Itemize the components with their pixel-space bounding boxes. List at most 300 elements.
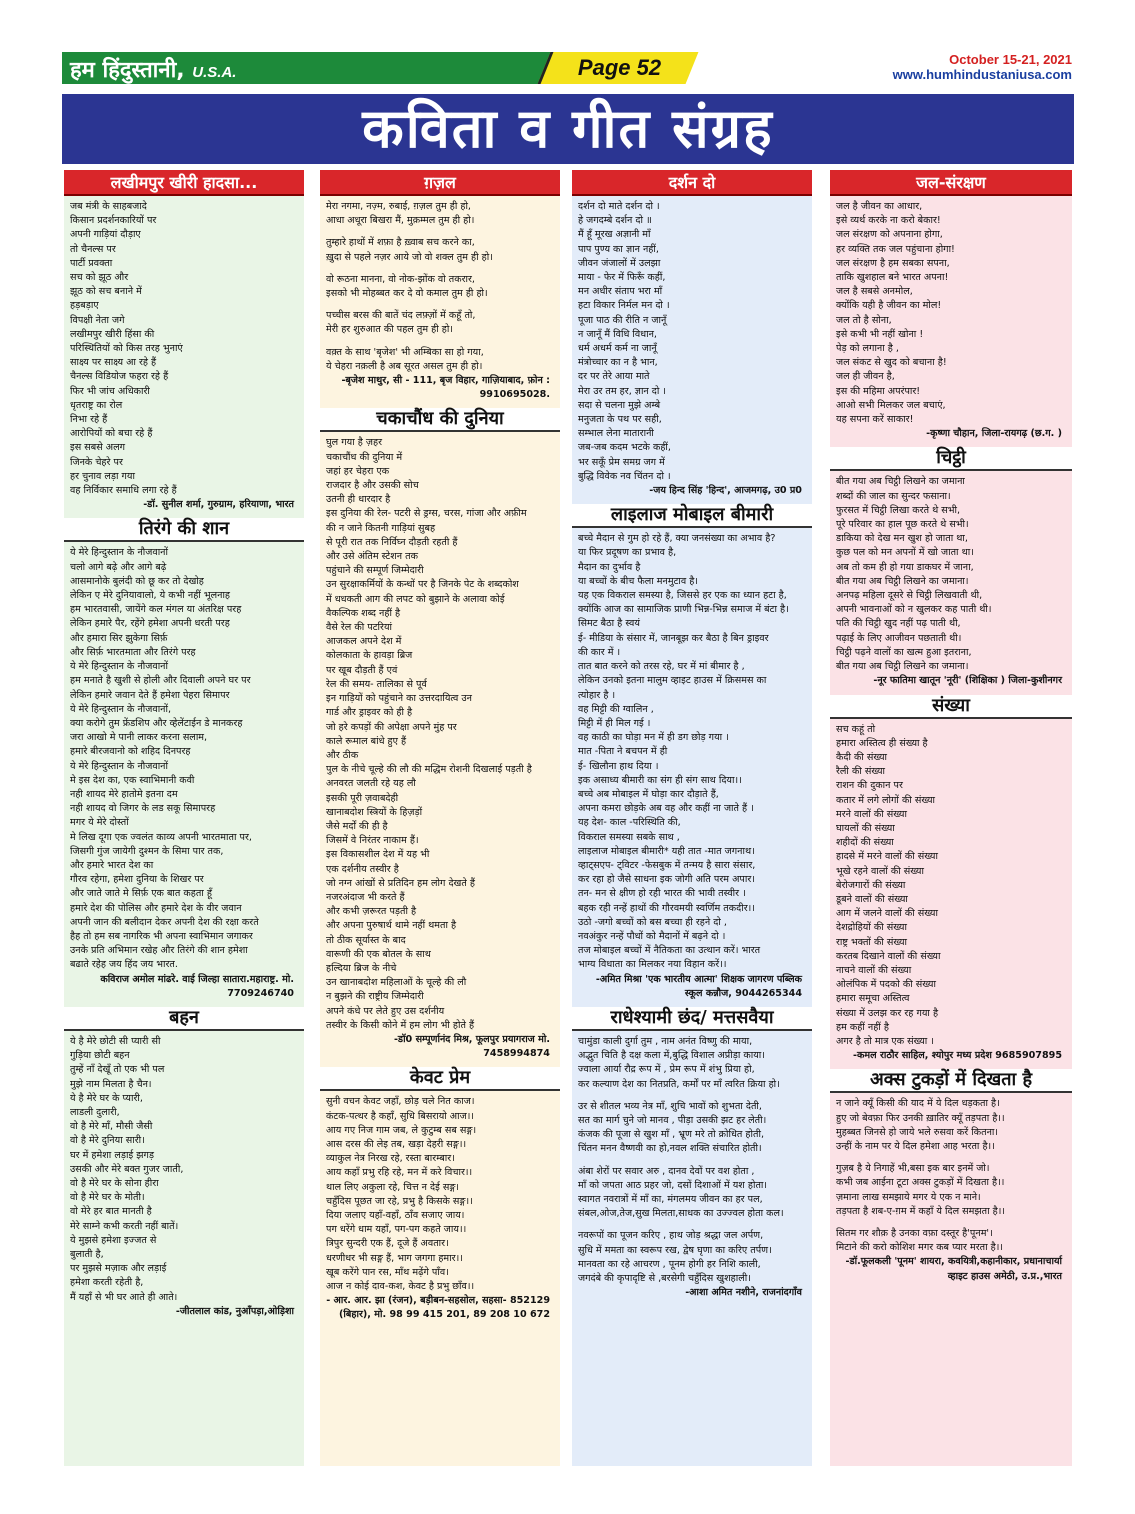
poem-line: बेरोजगारों की संख्या <box>836 879 906 891</box>
poem-line: डूबने वालों की संख्या <box>836 893 908 905</box>
poem-line: वो है मेरे घर के मोती। <box>70 1192 145 1204</box>
poem-line: नाचने वालों की संख्या <box>836 964 912 976</box>
poem-line: हम भारतवासी, जायेंगे कल मंगल या अंतरिक्ष परह <box>70 604 242 616</box>
poem-author: -अमित मिश्रा 'एक भारतीय आत्मा' शिक्षक जागरण पब्लिक स्कूल कन्नौज, 9044265344 <box>595 973 802 999</box>
poem-line: तस्वीर के किसी कोने में हम लोग भी होते हैं <box>326 1019 475 1031</box>
column-4 <box>830 170 1072 1466</box>
poem-line: अपनी भावनाओं को न खुलकर कह पाती थी। <box>836 604 992 616</box>
poem-line <box>578 1092 806 1100</box>
poem-line: आय कहाँ प्रभु रहि रहे, मन में करे विचार।। <box>326 1167 473 1179</box>
poem-title: लाइलाज मोबाइल बीमारी <box>572 504 812 528</box>
poem-line: लखीमपुर खीरी हिंसा की <box>70 328 155 340</box>
poem-line: कंजक की पूजा से खुश माँ , भ्रूण मरे तो क्रोधित होती, <box>578 1129 765 1141</box>
poem-line: कर कल्याण देश का नितप्रति, कर्मों पर माँ त्वरित क्रिया हो। <box>578 1078 780 1090</box>
poem-line: मेरा नगमा, नज़्म, रुबाई, ग़ज़ल तुम ही हो, <box>326 201 471 212</box>
poem-line: इन गाड़ियों को पहुंचाने का उत्तरदायित्व उन <box>326 693 472 705</box>
poem-line: ये है मेरे घर के प्यारी, <box>70 1092 143 1104</box>
poem-line: वो है मेरे दुनिया सारी। <box>70 1135 145 1147</box>
poem-line: घायलों की संख्या <box>836 822 895 834</box>
poem-line: नही शायद वो जिगर के लड सकू सिमापरह <box>70 803 216 815</box>
poem-title: ग़ज़ल <box>320 170 560 196</box>
poem-line: निभा रहे हैं <box>70 414 108 426</box>
poem-line: चिट्ठी पढ़ने वालों का खत्म हुआ इतराना, <box>836 646 972 658</box>
column-2 <box>320 170 560 1466</box>
poem-line: जहां हर चेहरा एक <box>326 465 390 477</box>
poem-line: चकाचौंध की दुनिया में <box>326 451 403 463</box>
poem-line: मुहब्बत जिनसे हो जाये भले रुसवा करें कितना। <box>836 1126 999 1138</box>
poem-line: दिया जलाए यहाँ-वहाँ, ठाँव सजाए जाय। <box>326 1210 465 1221</box>
poem-line: विकराल समस्या सबके साथ , <box>578 831 680 843</box>
poem-line: हमारा समूचा अस्तित्व <box>836 993 910 1005</box>
poem-line: फुरसत में चिट्ठी लिखा करते थे सभी, <box>836 504 961 516</box>
poem-line <box>326 228 554 236</box>
poem-line: चहुँदिस पूछत जा रहे, प्रभु है किसके सङ्ग।। <box>326 1195 473 1207</box>
poem-title: तिरंगे की शान <box>64 518 304 542</box>
poem-line: पर खूब दौड़ती हैं एवं <box>326 664 398 676</box>
poem-line: आजकल अपने देश में <box>326 636 402 648</box>
poem-author: - आर. आर. झा (रंजन), बड़ीबन-सहसोल, सहसा- 852129 (बिहार), मो. 98 99 415 201, 89 208 10 672 <box>326 1295 550 1321</box>
poem-line: गार्ड और ड्राइवर को ही है <box>326 707 413 719</box>
poem-line: मन अधीर संताप भरा माँ <box>578 286 663 298</box>
column-1 <box>64 170 304 1466</box>
poem-line: पहुंचाने की सम्पूर्ण जिम्मेदारी <box>326 565 424 577</box>
column-3 <box>572 170 812 1466</box>
poem-line: क्योंकि यही है जीवन का मोल! <box>836 300 942 312</box>
poem-line: आग में जलने वालों की संख्या <box>836 908 938 920</box>
poem-line: उन खानाबदोश महिलाओं के चूल्हे की लौ <box>326 977 467 989</box>
poem-line: बीत गया अब चिट्ठी लिखने का जमाना <box>836 476 965 488</box>
poem-author: -डॉ.फूलकली 'पूनम' शायरा, कवयित्री,कहानीकार, प्रधानाचार्या व्हाइट हाउस अमेठी, उ.प्र.,भारत <box>845 1256 1062 1282</box>
masthead <box>62 52 562 84</box>
poem-line: मरने वालों की संख्या <box>836 808 907 820</box>
poem-line: पच्चीस बरस की बातें चंद लफ़्ज़ों में कहूँ तो, <box>326 310 476 322</box>
poem-line: आस दरस की लेइ तब, खड़ा देहरी सङ्ग।। <box>326 1138 467 1150</box>
poem-line: जब मंत्री के साहबजादे <box>70 201 147 212</box>
poem-line: और ठीक <box>326 749 359 761</box>
poem-author: -नूर फातिमा खातून 'नूरी' (शिक्षिका ) जिला-कुशीनगर <box>873 675 1062 687</box>
poem-line: थाल लिए अकुला रहे, चित्त न देई सङ्ग। <box>326 1181 460 1193</box>
poem-line: चलो आगे बढ़े और आगे बढ़े <box>70 561 167 573</box>
poem-line: मेरे साम्ने कभी करती नहीं बातें। <box>70 1220 179 1232</box>
poem-line: जल संरक्षण है हम सबका सपना, <box>836 257 950 269</box>
poem-line: अब तो कम ही हो गया डाकघर में जाना, <box>836 561 974 573</box>
poem-line: सदा से चलना मुझे अम्बे <box>578 399 661 411</box>
poem-line: झूठ को सच बनाने में <box>70 286 142 298</box>
poem-line: गुड़िया छोटी बहन <box>70 1050 130 1062</box>
page-number: Page 52 <box>577 55 662 80</box>
poem-body <box>572 1031 812 1304</box>
poem-line: ओलंपिक में पदको की संख्या <box>836 979 936 991</box>
poem-line: धर्म अधर्म कर्म ना जानूँ <box>578 343 657 355</box>
poem-line: तन- मन से क्षीण हो रही भारत की भावी तस्वीर । <box>578 888 746 900</box>
poem-line: न बुझने की राष्ट्रीय जिम्मेदारी <box>326 991 424 1003</box>
poem-line: हमेशा करती रहेती है, <box>70 1277 144 1289</box>
poem-line: चैनल्स विडियोज फहरा रहे हैं <box>70 371 169 383</box>
poem-line: किसान प्रदर्शनकारियों पर <box>70 215 157 227</box>
poem-line: जब-जब कदम भटके कहीं, <box>578 442 671 454</box>
poem-line: और हमारा सिर झुकेगा सिर्फ़ <box>70 632 168 644</box>
poem-line: हमारे देश की पोलिस और हमारे देश के वीर जवान <box>70 902 242 914</box>
poem-line: घर में हमेशा लड़ाई झगड़ <box>70 1149 154 1161</box>
poem-line: कैदी की संख्या <box>836 751 888 763</box>
poem-line: हर व्यक्ति तक जल पहुंचाना होगा! <box>836 243 955 255</box>
poem-line: तुम्हारे हाथों में शफ़ा है ख़्वाब सच करने का, <box>326 237 475 249</box>
poem-line: खानाबदोश स्त्रियों के हिज़ड़ों <box>326 806 423 818</box>
poem-line: इक असाध्य बीमारी का संग ही संग साथ दिया।। <box>578 774 742 786</box>
poem-line: तो चैनल्स पर <box>70 243 116 255</box>
poem-line: ई- मीडिया के संसार में, जानबूझ कर बैठा है बिन ड्राइवर <box>578 632 769 644</box>
poem-line: करतब दिखाने वालों की संख्या <box>836 950 941 962</box>
poem-line: हड़बड़ाए <box>70 300 99 312</box>
poem-line: आसमानोके बुलंदी को छू कर तो देखोह <box>70 575 204 587</box>
poem-line: या बच्चों के बीच फैला मनमुटाव है। <box>578 575 699 587</box>
poem-line: लेकिन हमारे पैर, रहेंगे हमेशा अपनी धरती परह <box>70 618 230 630</box>
page-number-badge <box>538 52 699 84</box>
poem-line <box>836 1219 1066 1227</box>
poem-line: सुनी वचन केवट जहाँ, छोड़ चले नित काज। <box>326 1096 475 1108</box>
poem-line: सम्भाल लेना मातारानी <box>578 428 654 440</box>
poem-line: अनपढ़ महिला दूसरे से चिट्ठी लिखवाती थी, <box>836 590 983 602</box>
poem-line: पूरे परिवार का हाल पूछ करते थे सभी। <box>836 519 969 531</box>
poem-line: बढाते रहेह जय हिंद जय भारत. <box>70 959 178 971</box>
masthead-usa: U.S.A. <box>192 64 237 81</box>
poem-title: बहन <box>64 1007 304 1031</box>
poem-line: जगदंबे की कृपादृष्टि से ,बरसेगी चहुँदिस खुशहाली। <box>578 1273 751 1285</box>
poem-line: जल तो है सोना, <box>836 314 892 326</box>
poem-line: जो हरे कपड़ों की अपेक्षा अपने मुंह पर <box>326 721 457 733</box>
poem-line: हे जगदम्बे दर्शन दो ॥ <box>578 215 652 227</box>
poem-line: पग धरेंगे धाम यहाँ, पग-पग कहते जाय।। <box>326 1224 467 1236</box>
poem-line: लेकिन हमारे जवान देते हैं हमेशा पेहरा सिमापर <box>70 689 230 701</box>
poem-line: जीवन जंजालों में उलझा <box>578 257 661 269</box>
poem-body <box>320 432 560 1065</box>
issue-date: October 15-21, 2021 <box>949 52 1072 67</box>
poem-body <box>830 1093 1072 1287</box>
poem-body <box>572 196 812 502</box>
poem-author: -डॉ. सुनील शर्मा, गुरुग्राम, हरियाणा, भारत <box>143 499 294 511</box>
poem-line: नजरअंदाज भी करते हैं <box>326 891 405 903</box>
poem-line: अपनी जान की बलीदान देकर अपनी देश की रक्षा करते <box>70 916 259 928</box>
poem-line: जल ही जीवन है, <box>836 371 895 383</box>
poem-line: अंबा शेरों पर सवार अरु , दानव देवों पर वश होता , <box>578 1165 755 1177</box>
poem-line: वैकल्पिक शब्द नहीं है <box>326 607 401 619</box>
poem-line: माँ को जपता आठ प्रहर जो, दसों दिशाओं में यश होता। <box>578 1179 768 1191</box>
poem-line: त्रिपुर सुन्दरी एक हैं, दूजे हैं अवतार। <box>326 1238 449 1250</box>
poem-line: इसे व्यर्थ करके ना करो बेकार! <box>836 215 941 227</box>
poem-line: गुज़ब है ये निगाहें भी,बसा इक बार इनमें जो। <box>836 1163 990 1175</box>
poem-line: इसकी पूरी ज़वाबदेही <box>326 792 399 804</box>
poem-line: और सिर्फ़ भारतमाता और तिरंगे परह <box>70 646 196 658</box>
poem-author: -जीतलाल कांड, नुआँपड़ा,ओड़िशा <box>175 1305 294 1317</box>
poem-line: अनवरत जलती रहे यह लौ <box>326 778 416 790</box>
poem-line: और अपना पुरुषार्थ थामे नहीं थमता है <box>326 920 457 932</box>
poem-line: मिट्टी में ही मिल गई । <box>578 717 651 729</box>
poem-line: जो नग्न आंखों से प्रतिदिन हम लोग देखते हैं <box>326 877 476 889</box>
poem-line: उनके प्रति अभिमान रखेह और तिरंगे की शान हमेशा <box>70 945 248 957</box>
poem-line: राजदार है और उसकी सोच <box>326 480 419 492</box>
website-url[interactable]: www.humhindustaniusa.com <box>892 67 1072 82</box>
poem-line: पति की चिट्ठी खुद नहीं पढ़ पाती थी, <box>836 618 961 630</box>
poem-line: परिस्थितियों को किस तरह भुनाएं <box>70 343 183 355</box>
poem-line: जल संकट से खुद को बचाना है! <box>836 357 947 369</box>
top-bar <box>62 52 1072 84</box>
poem-line: तात बात करने को तरस रहे, घर में मां बीमार है , <box>578 661 745 673</box>
poem-line: इस विकासशील देश में यह भी <box>326 849 430 861</box>
poem-line: इसे कभी भी नहीं खोना ! <box>836 328 924 340</box>
poem-title: अक्स टुकड़ों में दिखता है <box>830 1069 1072 1093</box>
poem-line: तड़पता है शब-ए-ग़म में कहाँ ये दिल समझता है।। <box>836 1205 1005 1217</box>
poem-line: ज्वाला आर्या रौद्र रूप में , प्रेम रूप में शंभु प्रिया हो, <box>578 1064 755 1076</box>
poem-line: पूजा पाठ की रीति न जानूँ <box>578 314 667 326</box>
poem-line: में धधकती आग की लपट को बुझाने के अलावा कोई <box>326 593 505 605</box>
poem-line: ताकि खुशहाल बने भारत अपना! <box>836 272 949 284</box>
poem-line: हुए जो बेवफ़ा फिर उनकी ख़ातिर क्यूँ तड़पता है।। <box>836 1112 1005 1124</box>
poem-line: यह सपना करें साकार! <box>836 414 914 426</box>
poem-line: और हमारे भारत देश का <box>70 859 154 871</box>
poem-line: रैली की संख्या <box>836 766 886 778</box>
poem-line: ख़ुदा से पहले नज़र आये जो वो शक्ल तुम ही हो। <box>326 251 493 263</box>
poem-line: सिमट बैठा है स्वयं <box>578 618 640 630</box>
poem-line: भूखे रहने वालों की संख्या <box>836 865 924 877</box>
poem-line: कतार में लगे लोगों की संख्या <box>836 794 936 806</box>
poem-line: धरणीधर भी सङ्ग हैं, भाग जगगा हमार।। <box>326 1252 463 1264</box>
poem-line: विपक्षी नेता जगे <box>70 314 125 326</box>
poem-line: नवरूपों का पूजन करिए , हाथ जोड़ श्रद्धा जल अर्पण, <box>578 1230 764 1242</box>
poem-line: मनुजता के पथ पर सही, <box>578 414 662 426</box>
poem-line <box>326 338 554 346</box>
poem-line: राष्ट्र भक्तों की संख्या <box>836 936 907 948</box>
poem-line: मात -पिता ने बचपन में ही <box>578 746 668 758</box>
poem-line: माया - फेर में फिरूँ कहीं, <box>578 272 666 284</box>
poem-line: जरा आखो मे पानी लाकर करना सलाम, <box>70 732 208 744</box>
poem-line: उठो -जगो बच्चों को बस बच्चा ही रहने दो , <box>578 916 727 928</box>
poem-line: उन सुरक्षाकर्मियों के कन्धों पर है जिनके पेट के शब्दकोश <box>326 579 519 591</box>
poem-line: दर्शन दो माते दर्शन दो । <box>578 201 660 212</box>
poem-title: लखीमपुर खीरी हादसा... <box>64 170 304 196</box>
poem-line: की कार में । <box>578 646 621 658</box>
poem-line <box>578 1157 806 1165</box>
poem-line: पार्टी प्रवक्ता <box>70 257 113 269</box>
poem-line: से पूरी रात तक निर्विघ्न दौड़ती रहती हैं <box>326 536 458 548</box>
masthead-name: हम हिंदुस्तानी, <box>70 58 185 83</box>
poem-line: बच्चे मैदान से गुम हो रहे हैं, क्या जनसंख्या का अभाव है? <box>578 533 776 545</box>
poem-line: एक दर्शनीय तस्वीर है <box>326 863 399 875</box>
poem-title: जल-संरक्षण <box>830 170 1072 196</box>
poem-line: ज़माना लाख समझाये मगर ये एक न माने। <box>836 1191 981 1203</box>
poem-author: कविराज अमोल मांढरे. वाई जिल्हा सातारा.महाराष्ट्र. मो. 7709246740 <box>100 973 294 999</box>
poem-line: तुम्हें नाँ देखूँ तो एक भी पल <box>70 1064 165 1076</box>
poem-line: पेड़ को लगाना है , <box>836 343 899 355</box>
poem-line: ये मेरे हिन्दुस्तान के नौजवानों <box>70 661 168 673</box>
poem-line: व्हाट्सएप- ट्विटर -फेसबुक में तन्मय है सारा संसार, <box>578 859 756 871</box>
poem-line: साक्ष्य पर साक्ष्य आ रहे हैं <box>70 357 157 369</box>
poem-line: नवअंकुर नन्हें पौधों को मैदानों में बढ़ने दो । <box>578 930 726 942</box>
poem-line: आरोपियों को बचा रहे हैं <box>70 428 153 440</box>
poem-author: -जय हिन्द सिंह 'हिन्द', आजमगढ़, उ0 प्र0 <box>649 485 802 497</box>
poem-line: मैं यहाँ से भी घर आते ही आते। <box>70 1291 178 1303</box>
poem-line: संबल,ओज,तेज,सुख मिलता,साधक का उज्ज्वल होता कल। <box>578 1208 784 1220</box>
poem-line: और उसे अंतिम स्टेशन तक <box>326 551 418 563</box>
poem-line: इस की महिमा अपरंपार! <box>836 385 921 397</box>
poem-line: अपने कंधे पर लेते हुए उस दर्शनीय <box>326 1005 445 1017</box>
poem-line: जल संरक्षण को अपनाना होगा, <box>836 229 943 241</box>
poem-line: न जाने क्यूँ किसी की याद में ये दिल धड़कता है। <box>836 1098 1000 1110</box>
poem-line: घुल गया है ज़हर <box>326 437 383 449</box>
poem-line: अद्भुत चिति है दक्ष कला में,बुद्धि विशाल अप्रीड़ा काया। <box>578 1050 765 1062</box>
poem-line: चिंतन मनन वैष्णवी का हो,नवल शक्ति संचारित होती। <box>578 1143 762 1155</box>
poem-line: काले रूमाल बांधे हुए हैं <box>326 735 407 747</box>
poem-line: जिसगी गुंज जायेगी दुश्मन के सिमा पार तक, <box>70 845 224 857</box>
poem-line: आय गए निज गाम जब, ले कुटुम्ब सब सङ्ग। <box>326 1124 477 1136</box>
poem-line: तो ठीक सूर्यास्त के बाद <box>326 934 406 946</box>
poem-line: आओ सभी मिलकर जल बचाएं, <box>836 399 946 411</box>
poem-line: उर से शीतल भव्य नेत्र माँ, शुचि भावों को शुभता देती, <box>578 1100 762 1112</box>
poem-body <box>572 528 812 1005</box>
poem-line: उतनी ही धारदार है <box>326 494 391 506</box>
poem-body <box>830 196 1072 445</box>
poem-line: ये मुझसे हमेशा इज्जत से <box>70 1234 157 1246</box>
poem-line: इस सबसे अलग <box>70 442 125 454</box>
poem-line: पर मुझसे मज़ाक और लड़ाई <box>70 1263 167 1275</box>
poem-line: हटा विकार निर्मल मन दो । <box>578 300 670 312</box>
poem-line: और कभी ज़रूरत पड़ती है <box>326 906 417 918</box>
poem-title: राधेश्यामी छंद/ मत्तसवैया <box>572 1007 812 1031</box>
poem-title: केवट प्रेम <box>320 1067 560 1091</box>
poem-line: तज मोबाइल बच्चों में नैतिकता का उत्थान करें। भारत <box>578 945 761 957</box>
poem-line: उन्हीं के नाम पर ये दिल हमेशा आह भरता है।। <box>836 1140 995 1152</box>
section-banner: कविता व गीत संग्रह <box>62 94 1074 164</box>
poem-line: अपनी गाड़ियां दौड़ाए <box>70 229 141 241</box>
poem-title: चकाचौंध की दुनिया <box>320 408 560 432</box>
poem-body <box>320 1091 560 1326</box>
poem-line: सत का मार्ग चुने जो मानव , पीड़ा उसकी झट हर लेती। <box>578 1114 767 1126</box>
poem-line: लेकिन ए मेरे दुनियावालो, ये कभी नहीं भूलनाह <box>70 590 231 602</box>
poem-line: भर सकूँ प्रेम समग्र जग में <box>578 456 665 468</box>
poem-line: शहीदों की संख्या <box>836 837 894 849</box>
poem-line: लेकिन उनको इतना मालुम व्हाइट हाउस में क्रिसमस का <box>578 675 767 687</box>
poem-line: नही शायद मेरे हातोमे इतना दम <box>70 788 178 800</box>
poem-line: या फिर प्रदूषण का प्रभाव है, <box>578 547 677 559</box>
poem-line: बीत गया अब चिट्ठी लिखने का जमाना। <box>836 575 969 587</box>
poem-line: त्योहार है । <box>578 689 616 701</box>
poem-body <box>64 542 304 1005</box>
poem-line: यह एक विकराल समस्या है, जिससे हर एक का ध्यान हटा है, <box>578 590 787 602</box>
poem-author: -डॉ0 सम्पूर्णानंद मिश्र, फूलपुर प्रयागराज मो. 7458994874 <box>393 1033 550 1060</box>
poem-line: ई- खिलौना हाथ दिया । <box>578 760 659 772</box>
poem-line: दर पर तेरे आया माते <box>578 371 650 383</box>
poem-line: ये मेरे हिन्दुस्तान के नौजवानों, <box>70 703 172 715</box>
poem-line: जल है सबसे अनमोल, <box>836 286 913 298</box>
poem-line: वक़्त के साथ 'बृजेश' भी अम्बिका सा हो गया, <box>326 346 484 358</box>
poem-line: फिर भी जांच अधिकारी <box>70 385 150 397</box>
poem-author: -कृष्णा चौहान, जिला-रायगढ़ (छ.ग. ) <box>926 428 1062 440</box>
poem-line: जिनके चेहरे पर <box>70 456 123 468</box>
poem-line: वह निर्विकार समाधि लगा रहे हैं <box>70 485 177 497</box>
poem-line: हमारा अस्तित्व ही संख्या है <box>836 737 928 749</box>
poem-line: जैसे मर्दों की ही है <box>326 820 388 832</box>
poem-line: वारूणी की एक बोतल के साथ <box>326 948 431 960</box>
poem-line: पढ़ाई के लिए आजीवन पछताती थी। <box>836 632 962 644</box>
poem-line: ये मेरे हिन्दुस्तान के नौजवानों <box>70 547 168 559</box>
poem-line: सुधि में ममता का स्वरूप रख, द्वेष घृणा का करिए तर्पण। <box>578 1244 772 1256</box>
poem-line: राशन की दुकान पर <box>836 780 903 792</box>
dateline <box>893 52 1072 82</box>
poem-line: बहक रही नन्हें हाथों की गौरवमयी स्वर्णिम तकदीर।। <box>578 902 755 914</box>
poem-line: पाप पुण्य का ज्ञान नहीं, <box>578 243 659 255</box>
poem-line: मैदान का दुर्भाव है <box>578 561 641 573</box>
poem-line: यह देश- काल -परिस्थिति की, <box>578 817 681 829</box>
poem-line: क्योंकि आज का सामाजिक प्राणी भिन्न-भिन्न समाज में बंटा है। <box>578 604 789 616</box>
poem-line: पुल के नीचे चूल्हे की लौ की मद्धिम रोशनी दिखलाई पड़ती है <box>326 764 532 776</box>
poem-line: देशद्रोहियों की संख्या <box>836 922 907 934</box>
poem-line: बुद्धि विवेक नव चिंतन दो । <box>578 470 671 482</box>
poem-line: वैसे रेल की पटरियां <box>326 622 392 634</box>
poem-line <box>326 265 554 273</box>
poem-line: रेल की समय- तालिका से पूर्व <box>326 678 427 690</box>
poem-line <box>326 301 554 309</box>
poem-line: ये चेहरा नक़ली है अब सूरत असल तुम ही हो। <box>326 360 483 372</box>
poem-line: कभी जब आईना टूटा अक्स टुकड़ों में दिखता है।। <box>836 1177 1005 1189</box>
poem-line: और जाते जाते मे सिर्फ़ एक बात कहता हूँ <box>70 888 212 900</box>
poem-line: वह मिट्टी की ग्वालिन , <box>578 703 654 715</box>
poem-title: चिट्ठी <box>830 447 1072 471</box>
poem-line: व्याकुल नेत्र निरख रहे, रस्ता बारम्बार। <box>326 1153 455 1165</box>
poem-line: आज न कोई दाव-कश, केवट है प्रभु छाँव।। <box>326 1281 475 1293</box>
poem-line: वो मेरे हर बात मानती है <box>70 1206 152 1218</box>
poem-line: वह काठी का घोड़ा मन में ही डग छोड़ गया । <box>578 732 729 744</box>
poem-line: हादसे में मरने वालों की संख्या <box>836 851 938 863</box>
poem-body <box>830 471 1072 692</box>
poem-line: आधा अधूरा बिखरा मैं, मुक़म्मल तुम ही हो। <box>326 215 475 227</box>
poem-line: अगर है तो मात्र एक संख्या । <box>836 1035 934 1047</box>
poem-line <box>836 1154 1066 1162</box>
poem-body <box>64 196 304 516</box>
poem-line: उसकी और मेरे बक्त गुजर जाती, <box>70 1163 184 1175</box>
poem-line: ये मेरे हिन्दुस्तान के नौजवानों <box>70 760 168 772</box>
poem-author: -कमल राठौर साहिल, श्योपुर मध्य प्रदेश 9685907895 <box>853 1050 1062 1062</box>
poem-line: अपना कमरा छोड़के अब वह और कहीं ना जाते हैं । <box>578 803 754 815</box>
poem-body <box>320 196 560 406</box>
poem-line: गौरव रहेगा, हमेशा दुनिया के शिखर पर <box>70 874 204 886</box>
poem-title: दर्शन दो <box>572 170 812 196</box>
poem-line: मैं हूँ मूरख अज्ञानी माँ <box>578 229 651 241</box>
poem-line: कर रहा हो जैसे साधना इक जोगी अति परम अपार। <box>578 874 755 886</box>
poem-line: वो रूठना मानना, वो नोक-झोंक वो तकरार, <box>326 273 475 285</box>
poem-line: इसको भी मोहब्बत कर दे वो कमाल तुम ही हो। <box>326 288 488 300</box>
poem-body <box>830 719 1072 1068</box>
poem-line: मगर ये मेरे दोस्तों <box>70 817 129 829</box>
poem-line: हैह तो हम सब नागरिक भी अपना स्वाभिमान जगाकर <box>70 930 253 942</box>
poem-line: सच को झूठ और <box>70 272 129 284</box>
poem-line: मेरा उर तम हर, ज्ञान दो । <box>578 385 667 397</box>
poem-line: वो है मेरे घर के सोना हीरा <box>70 1178 159 1189</box>
poem-line: बीत गया अब चिट्ठी लिखने का जमाना। <box>836 661 969 673</box>
poem-line: मंत्रोच्चार का न है भान, <box>578 357 658 369</box>
poem-line: वो है मेरे माँ, मौसी जैसी <box>70 1121 153 1133</box>
poem-line: जिसमें वे निरंतर नाकाम हैं। <box>326 835 419 847</box>
poem-line: बच्चे अब मोबाइल में घोड़ा कार दौड़ाते हैं, <box>578 788 719 800</box>
poem-line: मानवता का रहे आचरण , पूनम होगी हर निशि काली, <box>578 1258 761 1270</box>
poem-line: की न जाने कितनी गाड़ियां सुबह <box>326 522 436 534</box>
poem-line: मुझे नाम मिलता है चैन। <box>70 1078 152 1090</box>
poem-line: शब्दों की जाल का सुन्दर फसाना। <box>836 490 951 502</box>
poem-author: -बृजेश माथुर, सी - 111, बृज विहार, गाज़ियाबाद, फ़ोन : 9910695028. <box>341 375 550 401</box>
poem-line: धृतराष्ट्र का रोल <box>70 399 123 411</box>
poem-line: मे इस देश का, एक स्वाभिमानी कवी <box>70 774 195 786</box>
poem-line: हम मनाते है खुशी से होली और दिवाली अपने घर पर <box>70 675 251 687</box>
poem-line: हल्दिया ब्रिज के नीचे <box>326 962 397 974</box>
poem-line: सच कहूं तो <box>836 723 876 735</box>
